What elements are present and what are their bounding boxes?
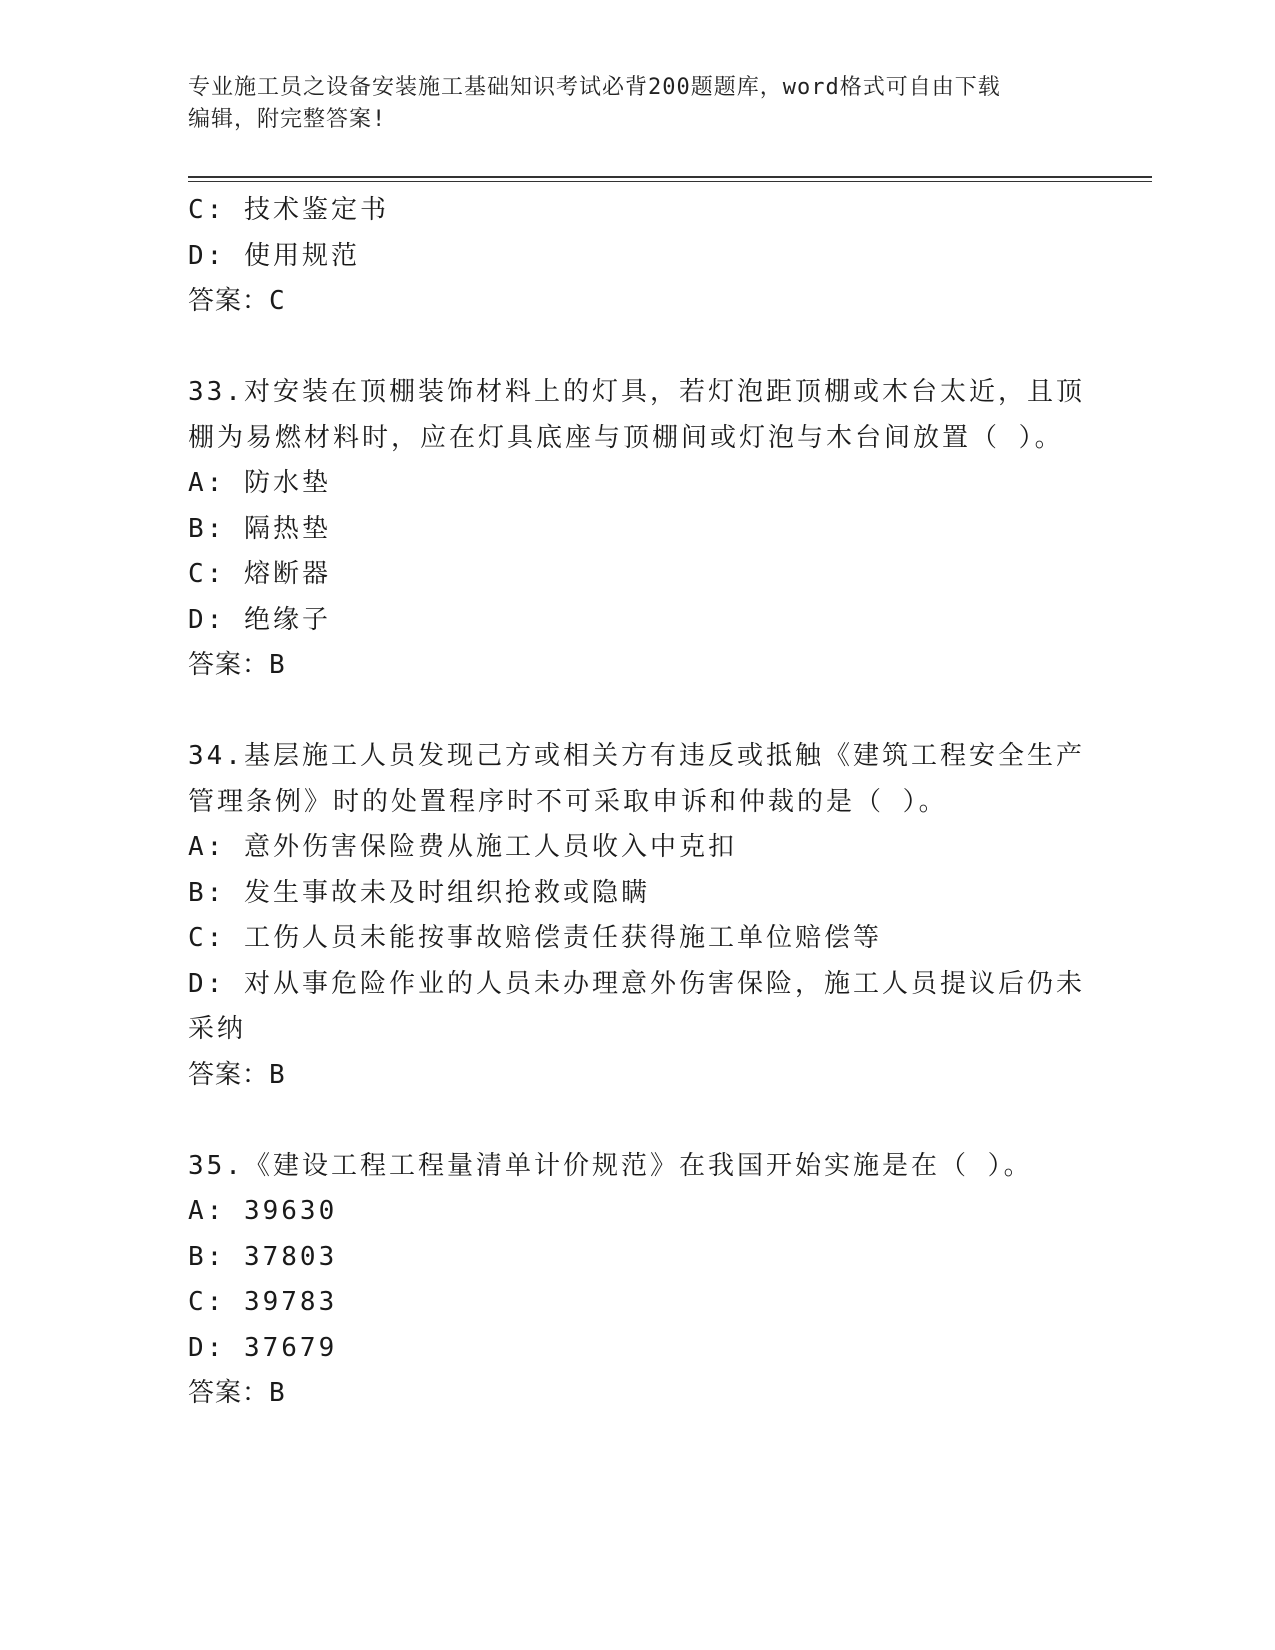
option-c: C: 工伤人员未能按事故赔偿责任获得施工单位赔偿等 [188,923,882,953]
option-d-continued: 采纳 [188,1014,247,1044]
question-32-continued [188,188,1088,325]
page-header [188,72,1068,136]
answer-line: 答案：B [188,1059,286,1090]
question-35 [188,1144,1088,1417]
option-d: D: 对从事危险作业的人员未办理意外伤害保险，施工人员提议后仍未 [188,968,1085,999]
option-c: C: 熔断器 [188,559,331,589]
option-c: C: 39783 [188,1287,338,1317]
question-stem: 35.《建设工程工程量清单计价规范》在我国开始实施是在（ ）。 [188,1150,1033,1181]
question-stem: 管理条例》时的处置程序时不可采取申诉和仲裁的是（ ）。 [188,786,948,817]
option-b: B: 发生事故未及时组织抢救或隐瞒 [188,877,650,908]
header-title-line1: 专业施工员之设备安装施工基础知识考试必背200题题库，word格式可自由下载 [188,75,1001,100]
option-d: D: 37679 [188,1332,338,1363]
question-stem: 33.对安装在顶棚装饰材料上的灯具，若灯泡距顶棚或木台太近，且顶 [188,377,1085,407]
header-rule-thick [188,176,1152,178]
header-rule-thin [188,181,1152,182]
question-stem: 棚为易燃材料时，应在灯具底座与顶棚间或灯泡与木台间放置（ ）。 [188,422,1064,453]
question-33 [188,370,1088,689]
question-content [188,188,1088,1417]
option-d: D: 使用规范 [188,240,360,271]
answer-line: 答案：B [188,650,286,680]
spacer [188,325,1088,371]
spacer [188,1098,1088,1144]
option-b: B: 隔热垫 [188,513,331,544]
spacer [188,689,1088,735]
option-a: A: 39630 [188,1196,338,1226]
option-b: B: 37803 [188,1241,338,1272]
answer-line: 答案：B [188,1378,286,1408]
answer-line: 答案：C [188,286,286,316]
question-34 [188,734,1088,1098]
option-a: A: 防水垫 [188,468,331,498]
option-d: D: 绝缘子 [188,604,331,635]
question-stem: 34.基层施工人员发现己方或相关方有违反或抵触《建筑工程安全生产 [188,741,1085,771]
option-a: A: 意外伤害保险费从施工人员收入中克扣 [188,832,737,862]
option-c: C: 技术鉴定书 [188,195,389,225]
header-title-line2: 编辑，附完整答案! [188,107,387,132]
